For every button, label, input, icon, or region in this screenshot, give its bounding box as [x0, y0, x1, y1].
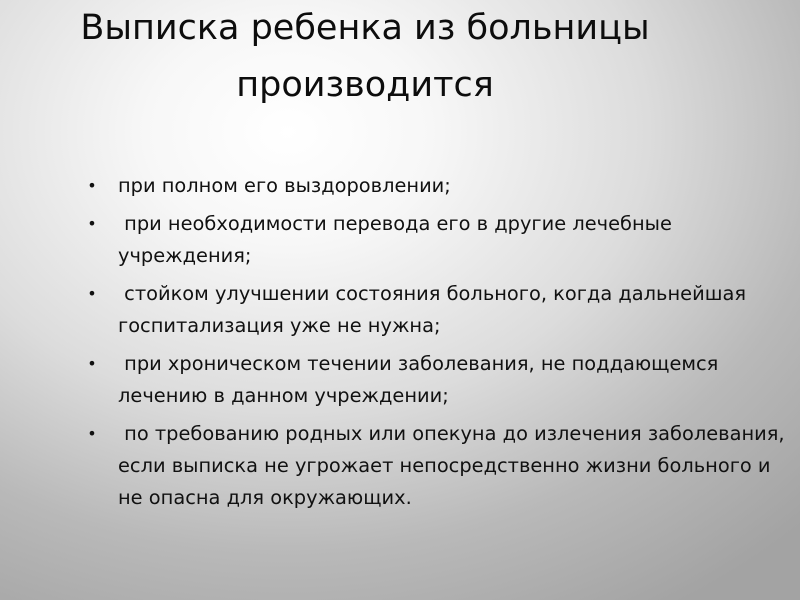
bullet-dot-icon: • [87, 176, 97, 195]
bullet-text: при полном его выздоровлении; [118, 174, 451, 197]
bullet-text: при необходимости перевода его в другие лечебные учреждения; [118, 212, 679, 267]
bullet-item [86, 348, 786, 412]
bullet-item [86, 170, 786, 202]
bullet-list [86, 170, 791, 520]
bullet-text: стойком улучшении состояния больного, когда дальнейшая госпитализация уже не нужна; [118, 282, 753, 337]
bullet-item [86, 278, 786, 342]
bullet-item [86, 208, 786, 272]
bullet-dot-icon: • [87, 284, 97, 303]
bullet-dot-icon: • [87, 424, 97, 443]
bullet-item [86, 418, 791, 514]
slide-title: Выписка ребенка из больницы производится [80, 8, 650, 105]
bullet-dot-icon: • [87, 214, 97, 233]
bullet-text: по требованию родных или опекуна до излечения заболевания, если выписка не угрожает непосредственно жизни больного и не опасна для окружающих. [118, 422, 791, 509]
bullet-dot-icon: • [87, 354, 97, 373]
bullet-text: при хроническом течении заболевания, не поддающемся лечению в данном учреждении; [118, 352, 725, 407]
